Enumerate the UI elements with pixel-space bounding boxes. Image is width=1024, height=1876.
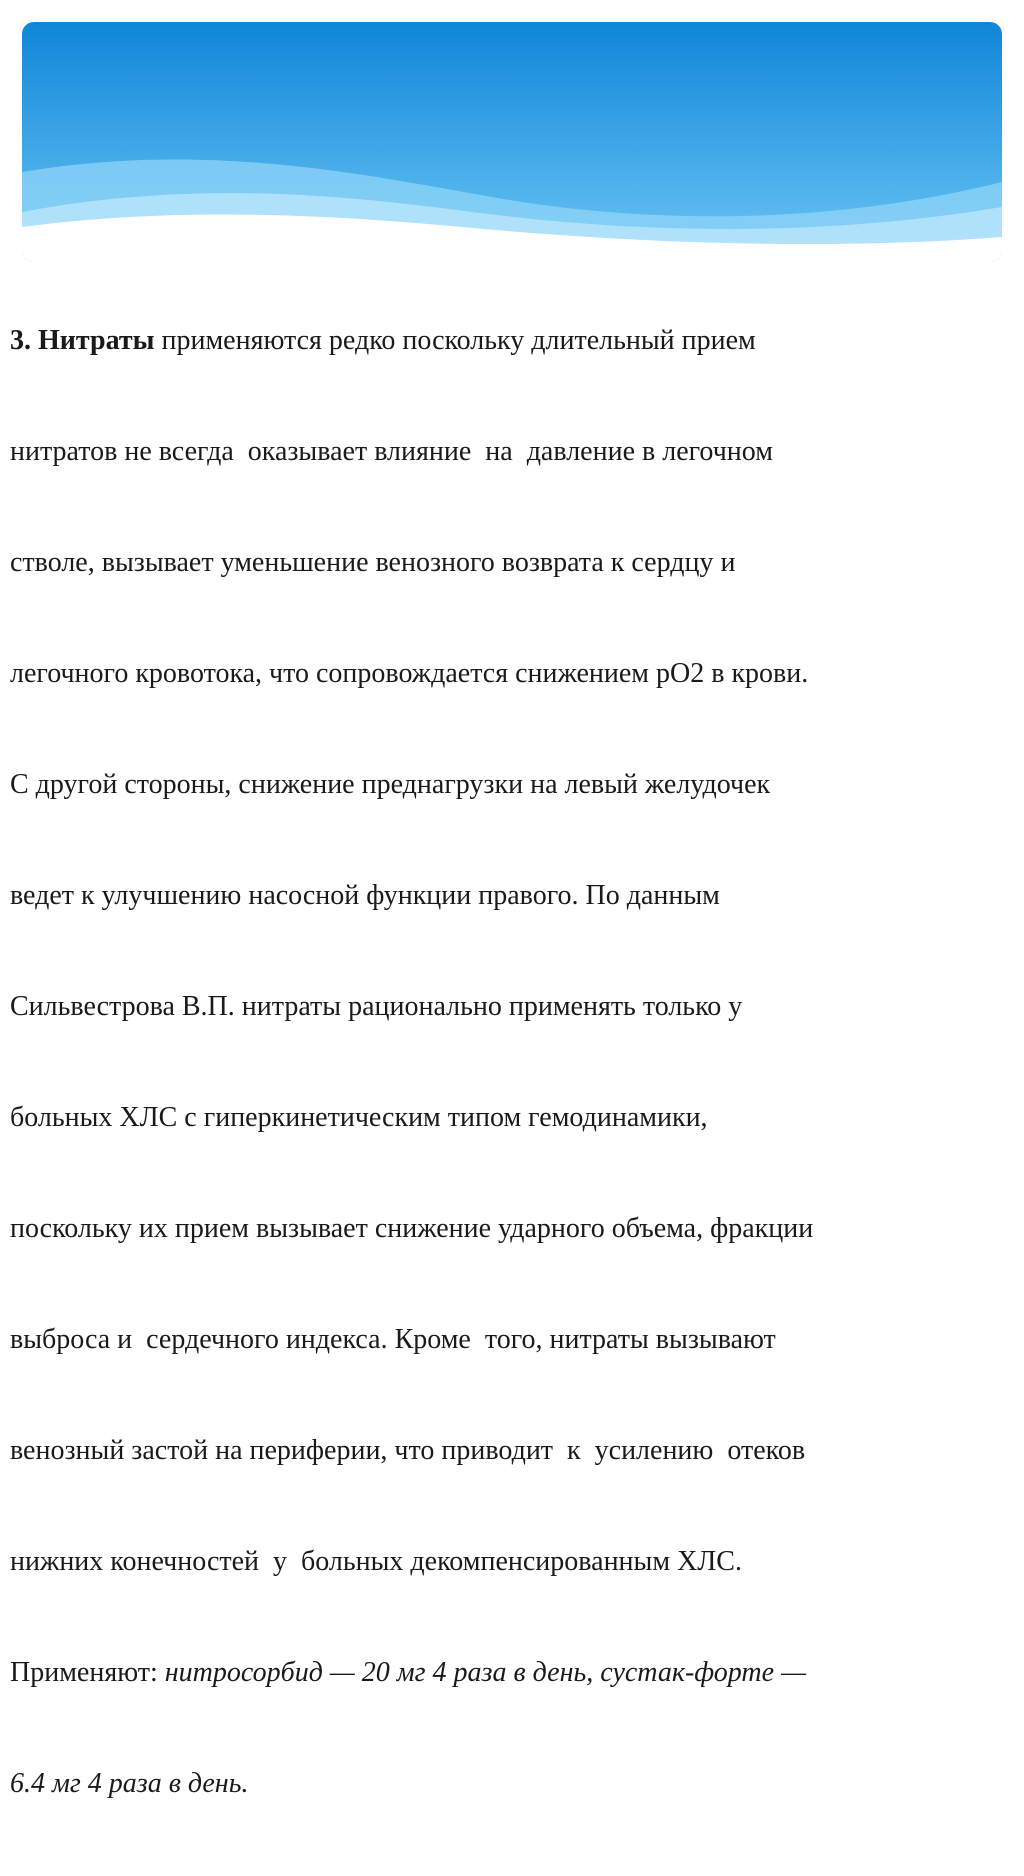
text-line-8: больных ХЛС с гиперкинетическим типом гемодинамики, bbox=[10, 1102, 708, 1133]
text-line-5: С другой стороны, снижение преднагрузки на левый желудочек bbox=[10, 769, 771, 800]
line-1-rest: применяются редко поскольку длительный прием bbox=[154, 325, 756, 356]
text-line-2: нитратов не всегда оказывает влияние на давление в легочном bbox=[10, 436, 773, 467]
text-line-6: ведет к улучшению насосной функции правого. По данным bbox=[10, 880, 720, 911]
text-line-12: нижних конечностей у больных декомпенсированным ХЛС. bbox=[10, 1546, 742, 1577]
lead-heading: 3. Нитраты bbox=[10, 325, 155, 356]
dosage-text-2: 6.4 мг 4 раза в день. bbox=[10, 1768, 249, 1799]
paragraph-text bbox=[10, 248, 1010, 1876]
usage-label: Применяют: bbox=[10, 1657, 165, 1688]
text-line-4: легочного кровотока, что сопровождается снижением рО2 в крови. bbox=[10, 658, 809, 689]
text-line-10: выброса и сердечного индекса. Кроме того, нитраты вызывают bbox=[10, 1324, 776, 1355]
text-line-11: венозный застой на периферии, что приводит к усилению отеков bbox=[10, 1435, 806, 1466]
dosage-text-1: нитросорбид — 20 мг 4 раза в день, сустак-форте — bbox=[164, 1657, 806, 1688]
text-line-7: Сильвестрова В.П. нитраты рационально применять только у bbox=[10, 991, 743, 1022]
text-line-9: поскольку их прием вызывает снижение ударного объема, фракции bbox=[10, 1213, 814, 1244]
header-banner bbox=[22, 22, 1002, 262]
text-line-1 bbox=[10, 322, 1010, 359]
text-line-13 bbox=[10, 1654, 1010, 1691]
text-line-3: стволе, вызывает уменьшение венозного возврата к сердцу и bbox=[10, 547, 736, 578]
